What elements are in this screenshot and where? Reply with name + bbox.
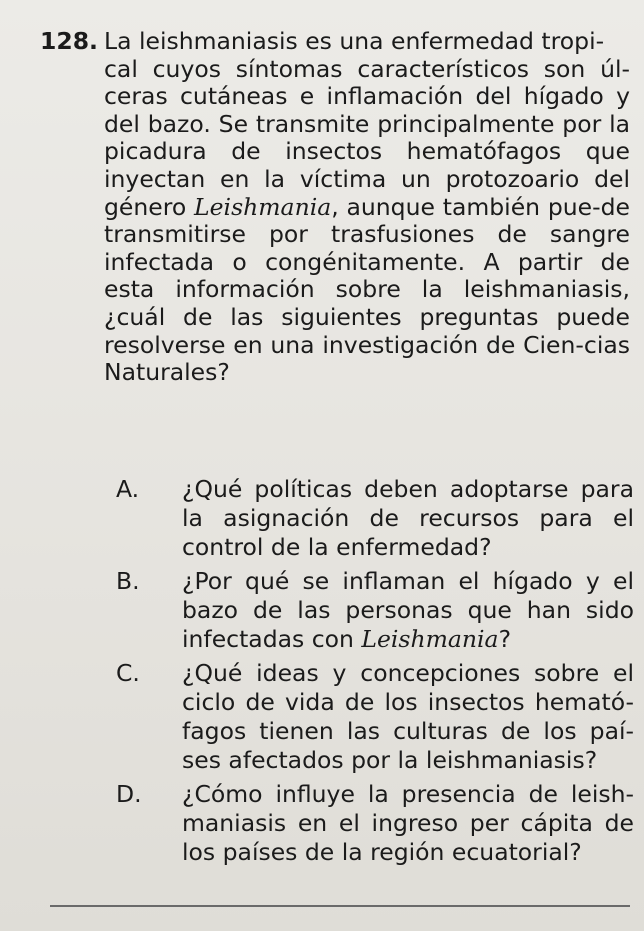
option-b[interactable] <box>116 567 634 654</box>
option-b-text <box>182 567 634 654</box>
answer-options <box>116 475 634 872</box>
option-c-text: ¿Qué ideas y concepciones sobre el ciclo de vida de los insectos hemató-fagos tienen las culturas de los paí-ses afectados por la leishmaniasis? <box>182 659 634 774</box>
question-number: 128. <box>40 27 98 55</box>
bottom-divider <box>50 905 630 907</box>
option-d-text: ¿Cómo influye la presencia de leish-maniasis en el ingreso per cápita de los países de la región ecuatorial? <box>182 780 634 866</box>
option-b-text-before: ¿Por qué se inflaman el hígado y el bazo de las personas que han sido infectadas con <box>182 567 634 653</box>
option-b-italic-term: Leishmania <box>361 625 499 653</box>
option-a-letter: A. <box>116 475 140 503</box>
option-c-letter: C. <box>116 659 140 687</box>
option-d[interactable] <box>116 780 634 867</box>
option-a-text: ¿Qué políticas deben adoptarse para la asignación de recursos para el control de la enfermedad? <box>182 475 634 561</box>
question-block <box>40 28 630 387</box>
question-first-row <box>40 28 630 56</box>
option-b-text-after: ? <box>498 625 512 653</box>
question-text-part2: , aunque también pue-de transmitirse por trasfusiones de sangre infectada o congénitamente. A partir de esta información sobre la leishmaniasis, ¿cuál de las siguientes preguntas puede resolverse en una investigación de Cien-cias Naturales? <box>104 192 630 387</box>
option-c[interactable] <box>116 659 634 775</box>
question-italic-term: Leishmania <box>194 192 332 221</box>
question-body <box>104 56 630 387</box>
option-b-letter: B. <box>116 567 140 595</box>
option-d-letter: D. <box>116 780 142 808</box>
option-a[interactable] <box>116 475 634 562</box>
question-text-part1: cal cuyos síntomas característicos son úl-ceras cutáneas e inflamación del hígado y del bazo. Se transmite principalmente por la picadura de insectos hematófagos que inyectan en la víctima un protozoario del género <box>104 54 630 221</box>
question-first-line: La leishmaniasis es una enfermedad tropi- <box>104 27 605 55</box>
